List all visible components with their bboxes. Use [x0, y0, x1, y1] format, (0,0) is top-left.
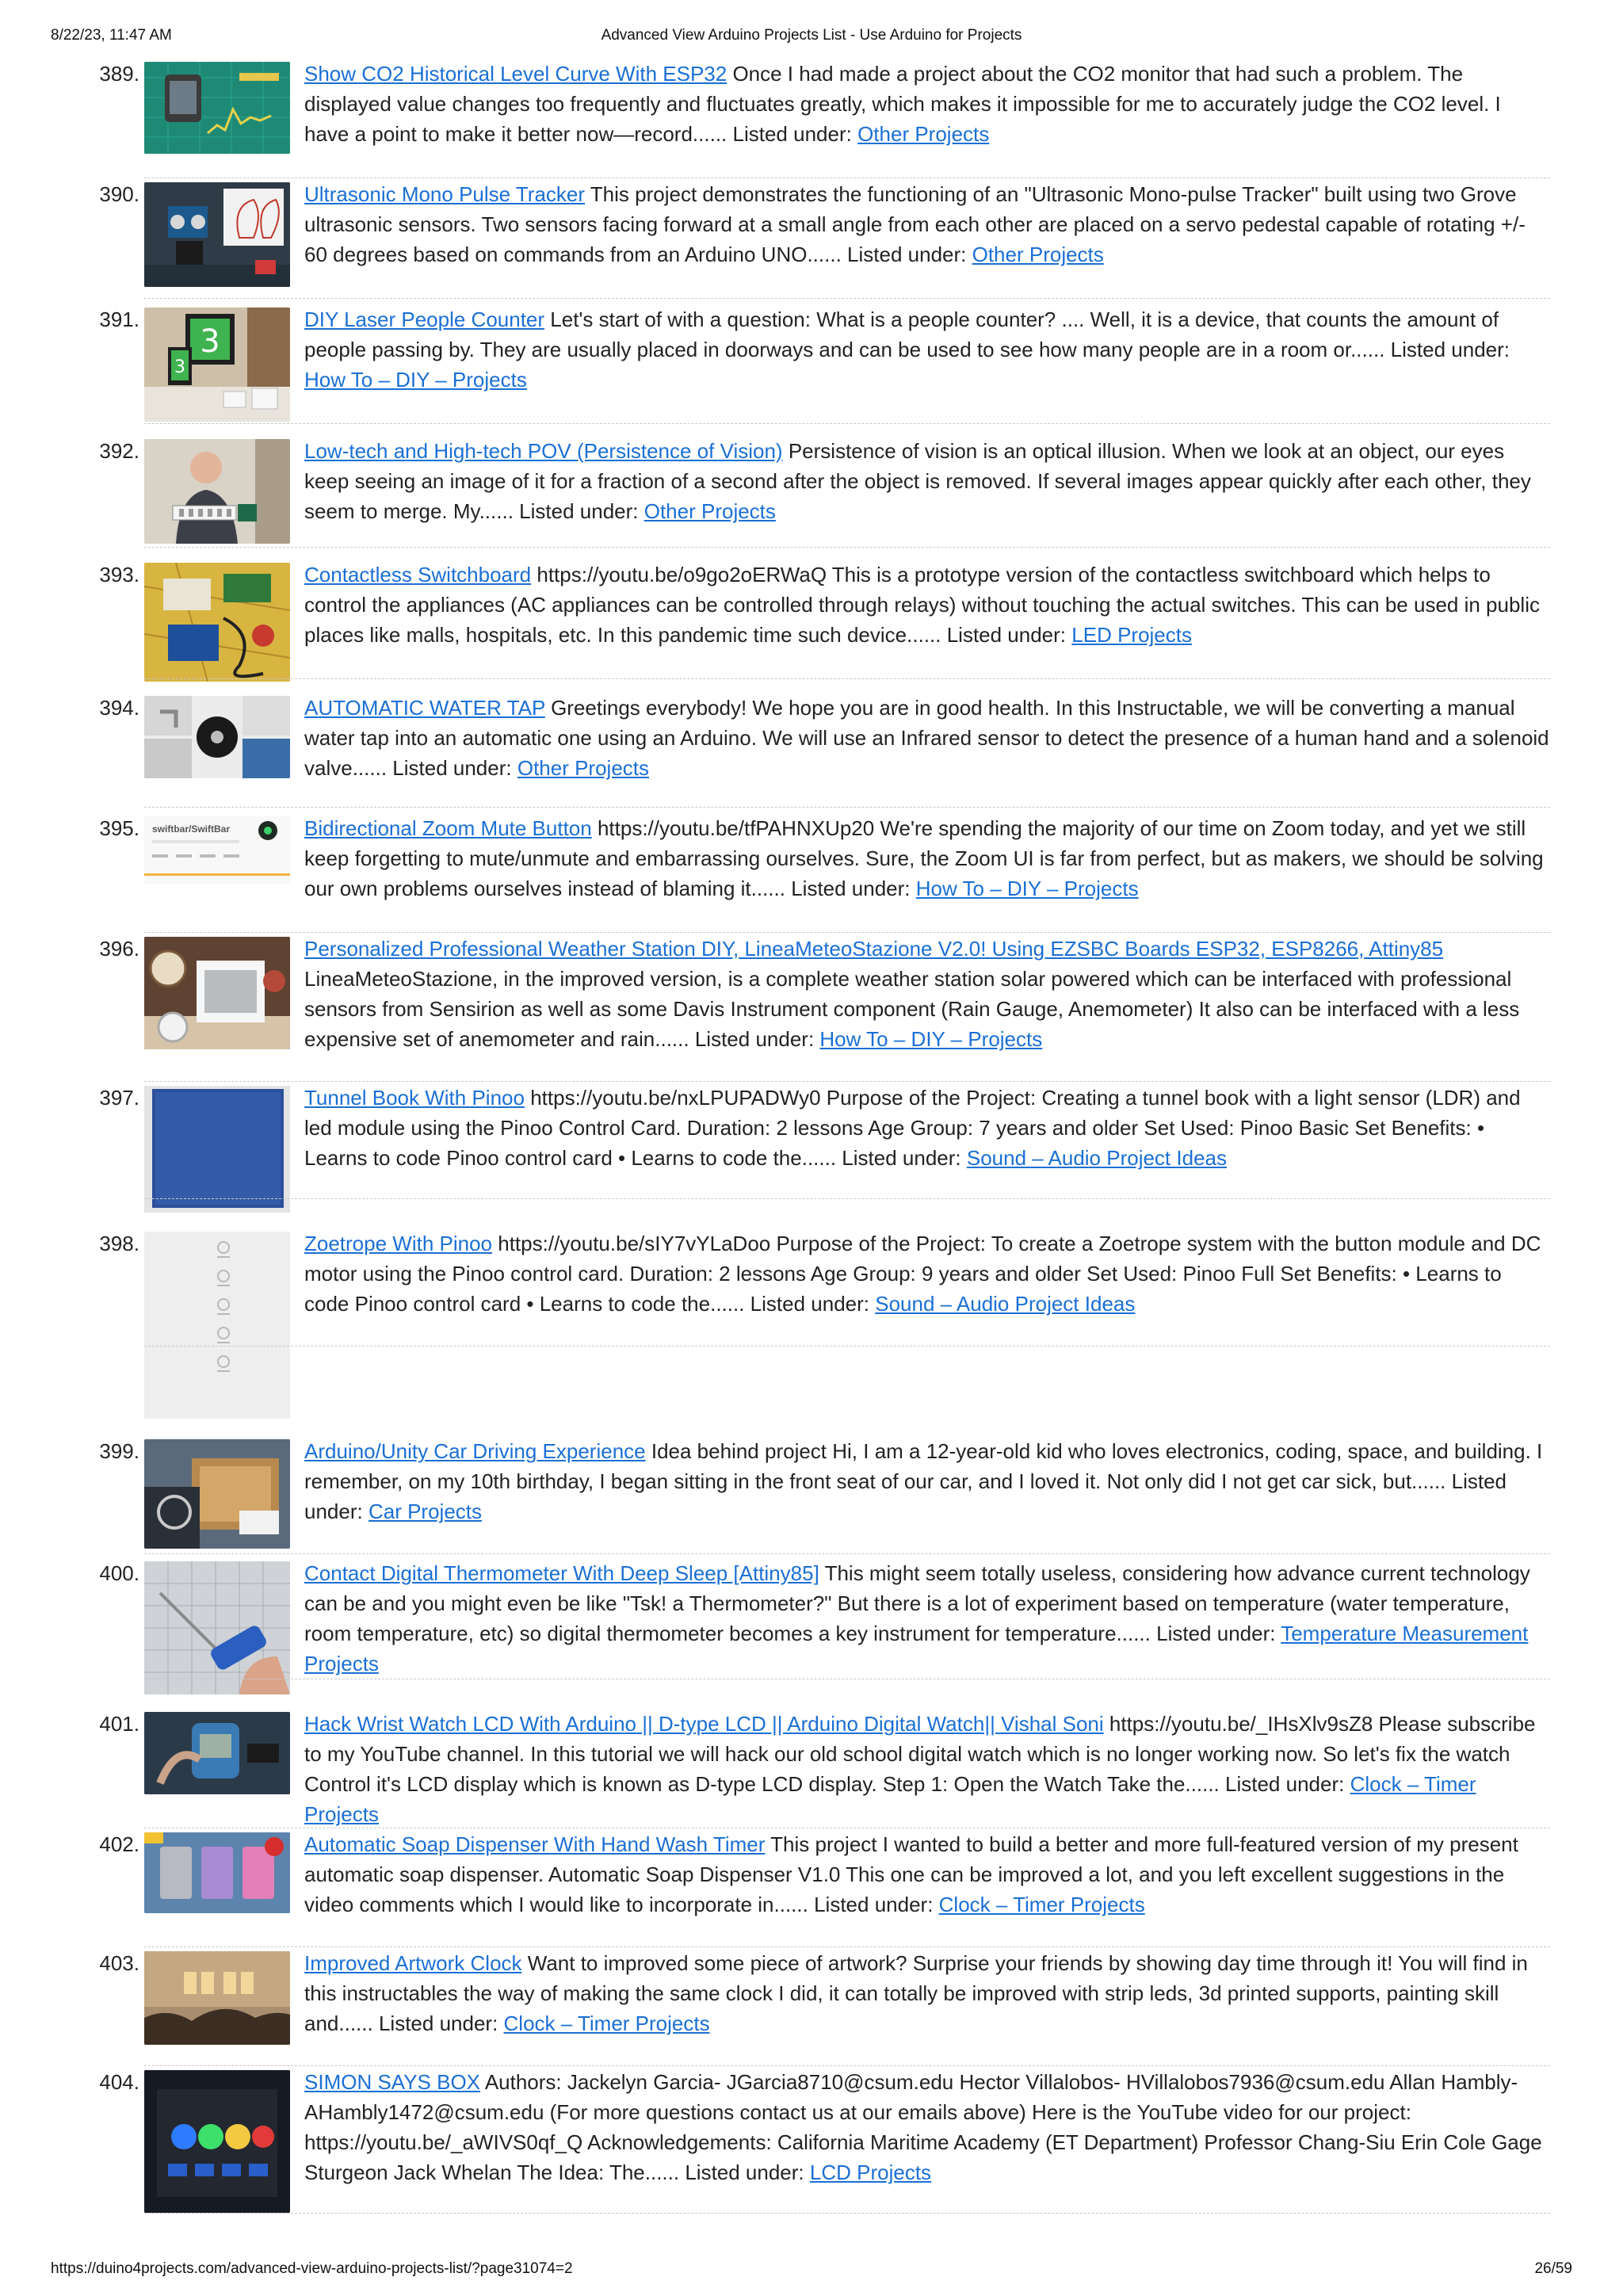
category-link[interactable]: Other Projects	[643, 499, 776, 523]
project-title-link[interactable]: Personalized Professional Weather Station DIY, LineaMeteoStazione V2.0! Using EZSBC Boards ESP32, ESP8266, Attiny85	[304, 937, 1444, 961]
item-description: Automatic Soap Dispenser With Hand Wash Timer This project I wanted to build a better and more full-featured version of my present automatic soap dispenser. Automatic Soap Dispenser V1.0 This one can be improved a lot, and you left excellent suggestions in the video comments which I would like to incorporate in...... Listed under: Clock – Timer Projects	[304, 1832, 1518, 1916]
project-title-link[interactable]: Bidirectional Zoom Mute Button	[304, 816, 592, 840]
divider	[144, 547, 1550, 548]
item-number: 401.	[99, 1712, 139, 1736]
item-description: Low-tech and High-tech POV (Persistence of Vision) Persistence of vision is an optical illusion. When we look at an object, our eyes keep seeing an image of it for a fraction of a second after the object is removed. If several images appear quickly after each other, they seem to merge. My...... Listed under: Other Projects	[304, 439, 1531, 523]
print-page-title: Advanced View Arduino Projects List - Use Arduino for Projects	[601, 27, 1022, 44]
divider	[144, 678, 1550, 679]
print-header	[51, 27, 1572, 51]
divider	[144, 2213, 1550, 2214]
divider	[144, 1081, 1550, 1082]
item-number: 392.	[99, 439, 139, 463]
divider	[144, 2065, 1550, 2066]
divider	[144, 1553, 1550, 1554]
project-title-link[interactable]: Automatic Soap Dispenser With Hand Wash Timer	[304, 1832, 766, 1856]
item-description: Bidirectional Zoom Mute Button https://youtu.be/tfPAHNXUp20 We're spending the majority of our time on Zoom today, and yet we still keep forgetting to mute/unmute and embarrassing ourselves. Sure, the Zoom UI is far from perfect, but as makers, we should be solving our own problems ourselves instead of blaming it...... Listed under: How To – DIY – Projects	[304, 816, 1544, 900]
item-description: Ultrasonic Mono Pulse Tracker This project demonstrates the functioning of an "Ultrasonic Mono-pulse Tracker" built using two Grove ultrasonic sensors. Two sensors facing forward at a small angle from each other are placed on a servo pedestal capable of rotating +/- 60 degrees based on commands from an Arduino UNO...... Listed under: Other Projects	[304, 182, 1526, 266]
category-link[interactable]: How To – DIY – Projects	[819, 1027, 1043, 1051]
category-link[interactable]: Other Projects	[857, 122, 990, 146]
print-date: 8/22/23, 11:47 AM	[51, 27, 172, 44]
category-link[interactable]: Clock – Timer Projects	[304, 1772, 1476, 1826]
weather-station-thumbnail[interactable]	[144, 937, 290, 1049]
item-number: 394.	[99, 696, 139, 720]
item-description: Contact Digital Thermometer With Deep Sleep [Attiny85] This might seem totally useless, considering how advance current technology can be and you might even be like "Tsk! a Thermometer?" But there is a lot of experiment based on temperature (water temperature, room temperature, etc) so digital thermometer becomes a key instrument for temperature...... Listed under: Temperature Measurement Projects	[304, 1561, 1530, 1675]
category-link[interactable]: How To – DIY – Projects	[304, 368, 527, 392]
item-description: DIY Laser People Counter Let's start of with a question: What is a people counter? .... Well, it is a device, that counts the amount of people passing by. They are usually placed in doorways and can be used to see how many people are in a room or...... Listed under: How To – DIY – Projects	[304, 308, 1510, 392]
item-number: 396.	[99, 937, 139, 961]
car-driving-thumbnail[interactable]	[144, 1439, 290, 1549]
project-title-link[interactable]: Low-tech and High-tech POV (Persistence of Vision)	[304, 439, 783, 463]
soap-dispenser-thumbnail[interactable]	[144, 1832, 290, 1913]
pov-thumbnail[interactable]	[144, 439, 290, 544]
item-number: 400.	[99, 1561, 139, 1585]
page-counter: 26/59	[1534, 2260, 1572, 2277]
svg-text:3: 3	[200, 323, 220, 360]
divider	[144, 932, 1550, 933]
category-link[interactable]: How To – DIY – Projects	[915, 877, 1139, 900]
artwork-clock-thumbnail[interactable]	[144, 1951, 290, 2045]
ultrasonic-tracker-thumbnail[interactable]	[144, 182, 290, 287]
category-link[interactable]: Clock – Timer Projects	[503, 2011, 710, 2035]
divider	[144, 423, 1550, 424]
divider	[144, 1946, 1550, 1947]
tunnel-book-thumbnail[interactable]	[144, 1086, 290, 1213]
divider	[144, 1346, 1550, 1347]
item-number: 391.	[99, 308, 139, 331]
project-title-link[interactable]: Zoetrope With Pinoo	[304, 1232, 493, 1255]
item-number: 399.	[99, 1439, 139, 1463]
simon-says-thumbnail[interactable]	[144, 2070, 290, 2213]
swiftbar-logo-text: swiftbar/SwiftBar	[152, 823, 231, 835]
print-url: https://duino4projects.com/advanced-view-arduino-projects-list/?page31074=2	[51, 2260, 573, 2277]
project-title-link[interactable]: Arduino/Unity Car Driving Experience	[304, 1439, 646, 1463]
item-number: 403.	[99, 1951, 139, 1975]
item-description: Zoetrope With Pinoo https://youtu.be/sIY7vYLaDoo Purpose of the Project: To create a Zoetrope system with the button module and DC motor using the Pinoo control card. Duration: 2 lessons Age Group: 9 years and older Set Used: Pinoo Full Set Benefits: • Learns to code Pinoo control card • Learns to code the...... Listed under: Sound – Audio Project Ideas	[304, 1232, 1541, 1316]
item-description: Improved Artwork Clock Want to improved some piece of artwork? Surprise your friends by showing day time through it! You will find in this instructables the way of making the same clock I did, it can totally be improved with strip leds, 3d printed supports, painting skill and...... Listed under: Clock – Timer Projects	[304, 1951, 1528, 2035]
category-link[interactable]: Temperature Measurement Projects	[304, 1622, 1529, 1675]
item-number: 390.	[99, 182, 139, 206]
switchboard-thumbnail[interactable]	[144, 563, 290, 682]
zoetrope-thumbnail[interactable]	[144, 1232, 290, 1419]
item-description: SIMON SAYS BOX Authors: Jackelyn Garcia- JGarcia8710@csum.edu Hector Villalobos- HVillalobos7936@csum.edu Allan Hambly-AHambly1472@csum.edu (For more questions contact us at our emails above) Here is the YouTube video for our project: https://youtu.be/_aWIVS0qf_Q Acknowledgements: California Maritime Academy (ET Department) Professor Chang-Siu Erin Cole Gage Sturgeon Jack Whelan The Idea: The...... Listed under: LCD Projects	[304, 2070, 1542, 2184]
category-link[interactable]: LED Projects	[1071, 623, 1192, 647]
divider	[144, 807, 1550, 808]
thermometer-thumbnail[interactable]	[144, 1561, 290, 1694]
item-description: AUTOMATIC WATER TAP Greetings everybody! We hope you are in good health. In this Instructable, we will be converting a manual water tap into an automatic one using an Arduino. We will use an Infrared sensor to detect the presence of a human hand and a solenoid valve...... Listed under: Other Projects	[304, 696, 1549, 780]
item-number: 389.	[99, 62, 139, 86]
item-number: 397.	[99, 1086, 139, 1110]
project-title-link[interactable]: Contactless Switchboard	[304, 563, 532, 586]
divider	[144, 298, 1550, 299]
category-link[interactable]: Clock – Timer Projects	[938, 1893, 1145, 1916]
item-description: Contactless Switchboard https://youtu.be/o9go2oERWaQ This is a prototype version of the contactless switchboard which helps to control the appliances (AC appliances can be controlled through relays) without touching the actual switches. This can be used in public places like malls, hospitals, etc. In this pandemic time such device...... Listed under: LED Projects	[304, 563, 1540, 647]
co2-monitor-thumbnail[interactable]	[144, 62, 290, 154]
category-link[interactable]: LCD Projects	[809, 2160, 932, 2184]
people-counter-thumbnail[interactable]	[144, 308, 290, 422]
item-number: 402.	[99, 1832, 139, 1856]
project-title-link[interactable]: Contact Digital Thermometer With Deep Sleep [Attiny85]	[304, 1561, 819, 1585]
project-title-link[interactable]: Ultrasonic Mono Pulse Tracker	[304, 182, 586, 206]
item-description: Hack Wrist Watch LCD With Arduino || D-type LCD || Arduino Digital Watch|| Vishal Soni https://youtu.be/_IHsXlv9sZ8 Please subscribe to my YouTube channel. In this tutorial we will hack our old school digital watch which is no longer working now. So let's fix the watch Control it's LCD display which is known as D-type LCD display. Step 1: Open the Watch Take the...... Listed under: Clock – Timer Projects	[304, 1712, 1536, 1826]
wrist-watch-thumbnail[interactable]	[144, 1712, 290, 1794]
category-link[interactable]: Other Projects	[972, 243, 1104, 266]
item-number: 395.	[99, 816, 139, 840]
svg-text:3: 3	[174, 357, 185, 377]
project-title-link[interactable]: Tunnel Book With Pinoo	[304, 1086, 525, 1110]
project-title-link[interactable]: Improved Artwork Clock	[304, 1951, 522, 1975]
item-description: Arduino/Unity Car Driving Experience Idea behind project Hi, I am a 12-year-old kid who loves electronics, coding, space, and building. I remember, on my 10th birthday, I began sitting in the front seat of our car, and I loved it. Not only did I not get car sick, but...... Listed under: Car Projects	[304, 1439, 1543, 1523]
item-number: 404.	[99, 2070, 139, 2094]
zoom-mute-thumbnail[interactable]	[144, 816, 290, 884]
category-link[interactable]: Other Projects	[517, 756, 650, 780]
print-footer	[51, 2260, 1572, 2284]
divider	[144, 1198, 1550, 1199]
item-number: 398.	[99, 1232, 139, 1255]
project-title-link[interactable]: SIMON SAYS BOX	[304, 2070, 481, 2094]
item-description: Tunnel Book With Pinoo https://youtu.be/nxLPUPADWy0 Purpose of the Project: Creating a tunnel book with a light sensor (LDR) and led module using the Pinoo Control Card. Duration: 2 lessons Age Group: 7 years and older Set Used: Pinoo Basic Set Benefits: • Learns to code Pinoo control card • Learns to code the...... Listed under: Sound – Audio Project Ideas	[304, 1086, 1521, 1170]
project-title-link[interactable]: DIY Laser People Counter	[304, 308, 545, 331]
item-number: 393.	[99, 563, 139, 586]
category-link[interactable]: Car Projects	[368, 1499, 483, 1523]
category-link[interactable]: Sound – Audio Project Ideas	[966, 1146, 1227, 1170]
item-description: Personalized Professional Weather Station DIY, LineaMeteoStazione V2.0! Using EZSBC Boards ESP32, ESP8266, Attiny85 LineaMeteoStazione, in the improved version, is a complete weather station solar powered which can be interfaced with professional sensors from Sensirion as well as some Davis Instrument component (Rain Gauge, Anemometer) It also can be interfaced with a less expensive set of anemometer and rain...... Listed under: How To – DIY – Projects	[304, 937, 1520, 1051]
water-tap-thumbnail[interactable]	[144, 696, 290, 778]
item-description: Show CO2 Historical Level Curve With ESP32 Once I had made a project about the CO2 monitor that had such a problem. The displayed value changes too frequently and fluctuates greatly, which makes it impossible for me to accurately judge the CO2 level. I have a point to make it better now—record...... Listed under: Other Projects	[304, 62, 1501, 146]
project-title-link[interactable]: Hack Wrist Watch LCD With Arduino || D-type LCD || Arduino Digital Watch|| Vishal Soni	[304, 1712, 1104, 1736]
project-title-link[interactable]: Show CO2 Historical Level Curve With ESP32	[304, 62, 727, 86]
project-title-link[interactable]: AUTOMATIC WATER TAP	[304, 696, 545, 720]
category-link[interactable]: Sound – Audio Project Ideas	[875, 1292, 1136, 1316]
